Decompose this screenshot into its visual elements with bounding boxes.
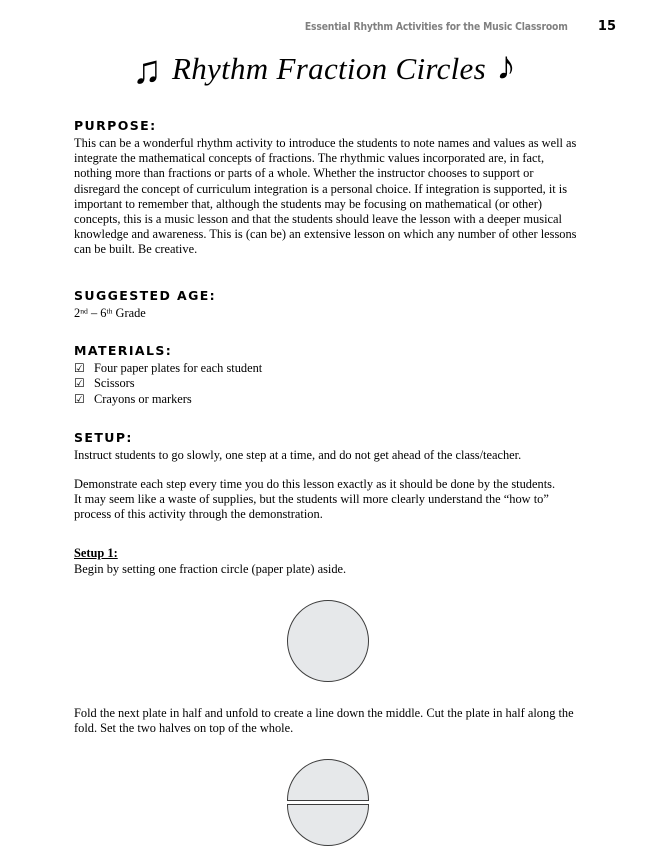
setup-1-heading: Setup 1: [74,546,118,561]
spacer [74,463,582,477]
top-half-circle-shape [287,759,369,801]
age-dash: – [87,305,101,320]
list-item [74,361,582,377]
setup-heading: SETUP: [74,429,133,445]
age-to-number: 6 [100,305,107,320]
materials-heading: MATERIALS: [74,342,173,358]
suggested-age-heading: SUGGESTED AGE: [74,287,217,303]
materials-list [74,361,582,408]
suggested-age-value [74,306,582,321]
eighth-note-icon: ♪ [495,43,516,88]
age-to-ordinal: th [106,306,113,316]
fold-instruction-text: Fold the next plate in half and unfold to create a line down the middle. Cut the plate in half along the fold. Set the two halves on top of the whole. [74,705,574,735]
spacer [74,258,582,288]
whole-fraction-circle-shape [287,600,369,682]
setup-paragraph-3: It may seem like a waste of supplies, but the students will more clearly understand the “how to” process of this activity through the demonstration. [74,492,549,522]
setup-1-text: Begin by setting one fraction circle (paper plate) aside. [74,562,347,577]
running-header [287,19,616,34]
setup-paragraph-1: Instruct students to go slowly, one step at a time, and do not get ahead of the class/teacher. [74,447,522,462]
checked-checkbox-icon[interactable]: ☑ [74,360,85,375]
material-label: Crayons or markers [94,392,192,407]
book-title: Essential Rhythm Activities for the Music Classroom [305,21,568,33]
list-item [74,392,582,408]
checked-checkbox-icon[interactable]: ☑ [74,392,85,407]
spacer [74,522,582,544]
half-circles-figure [74,759,582,846]
material-label: Four paper plates for each student [94,360,263,375]
page-title: Rhythm Fraction Circles [172,50,486,86]
age-suffix: Grade [112,305,146,320]
spacer [74,408,582,430]
spacer [74,321,582,343]
checked-checkbox-icon[interactable]: ☑ [74,376,85,391]
setup-1-block [74,544,582,577]
age-from-number: 2 [74,305,81,320]
age-from-ordinal: nd [80,306,88,316]
material-label: Scissors [94,376,135,391]
beamed-eighth-notes-icon: ♫ [132,47,162,92]
list-item [74,376,582,392]
page-number: 15 [597,19,616,34]
half-circles-group [286,759,370,846]
setup-paragraph-2: Demonstrate each step every time you do this lesson exactly as it should be done by the students. [74,476,556,491]
page-title-row [0,43,648,92]
purpose-heading: PURPOSE: [74,118,157,133]
whole-circle-figure [74,600,582,682]
bottom-half-circle-shape [287,804,369,846]
page-content [74,118,582,846]
purpose-paragraph: This can be a wonderful rhythm activity to introduce the students to note names and values as well as integrate the mathematical concepts of fractions. The rhythmic values incorporated are, in fact, nothing more than fractions or parts of a whole. Whether the instructor chooses to support or disregard the concept of curriculum integration is a personal choice. If integration is supported, it is important to remember that, although the students may be focusing on mathematical (or other) concepts, this is a music lesson and that the students should leave the lesson with a deeper musical knowledge and awareness. This is (can be) an extensive lesson on which any number of other lessons can be built. Be creative. [74,136,577,257]
